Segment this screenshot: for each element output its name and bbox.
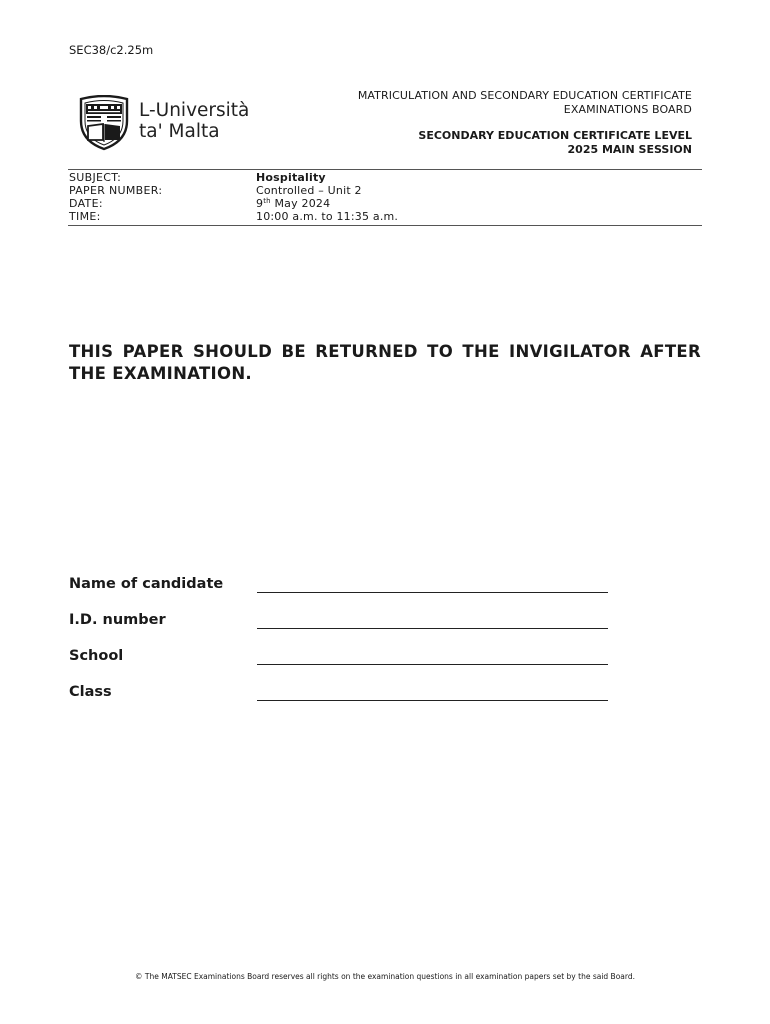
board-name <box>358 89 692 117</box>
university-crest-icon <box>77 95 131 151</box>
class-line[interactable] <box>257 700 608 701</box>
top-divider <box>68 169 702 170</box>
name-of-candidate-field <box>69 576 609 598</box>
university-name-line2: ta' Malta <box>139 121 220 142</box>
date-month-year: May 2024 <box>270 197 331 210</box>
time-value: 10:00 a.m. to 11:35 a.m. <box>256 210 399 223</box>
subject-row <box>69 171 702 184</box>
id-number-line[interactable] <box>257 628 608 629</box>
exam-info-table <box>69 171 702 223</box>
university-logo <box>77 95 257 151</box>
exam-level <box>418 129 692 157</box>
school-field <box>69 648 609 670</box>
school-line[interactable] <box>257 664 608 665</box>
exam-level-line1: SECONDARY EDUCATION CERTIFICATE LEVEL <box>418 129 692 142</box>
date-row <box>69 197 702 210</box>
date-suffix: th <box>263 197 271 205</box>
id-number-field <box>69 612 609 634</box>
board-name-line2: EXAMINATIONS BOARD <box>563 103 692 116</box>
date-value <box>256 197 330 210</box>
paper-number-row <box>69 184 702 197</box>
name-of-candidate-line[interactable] <box>257 592 608 593</box>
university-name <box>139 100 249 142</box>
time-label: TIME: <box>69 210 101 223</box>
date-label: DATE: <box>69 197 103 210</box>
university-name-line1: L-Università <box>139 100 250 121</box>
paper-code: SEC38/c2.25m <box>69 43 154 57</box>
class-field <box>69 684 609 706</box>
date-day: 9 <box>256 197 264 210</box>
id-number-label: I.D. number <box>69 612 166 628</box>
board-name-line1: MATRICULATION AND SECONDARY EDUCATION CERTIFICATE <box>357 89 692 102</box>
name-of-candidate-label: Name of candidate <box>69 576 224 592</box>
paper-number-value: Controlled – Unit 2 <box>256 184 362 197</box>
subject-label: SUBJECT: <box>69 171 122 184</box>
time-row <box>69 210 702 223</box>
subject-value: Hospitality <box>256 171 326 184</box>
bottom-divider <box>68 225 702 226</box>
school-label: School <box>69 648 124 664</box>
class-label: Class <box>69 684 112 700</box>
copyright-footer: © The MATSEC Examinations Board reserves all rights on the examination questions in all examination papers set by the said Board. <box>135 972 635 981</box>
exam-session-line: 2025 MAIN SESSION <box>567 143 692 156</box>
paper-number-label: PAPER NUMBER: <box>69 184 163 197</box>
return-notice: THIS PAPER SHOULD BE RETURNED TO THE INVIGILATOR AFTER THE EXAMINATION. <box>69 342 701 383</box>
